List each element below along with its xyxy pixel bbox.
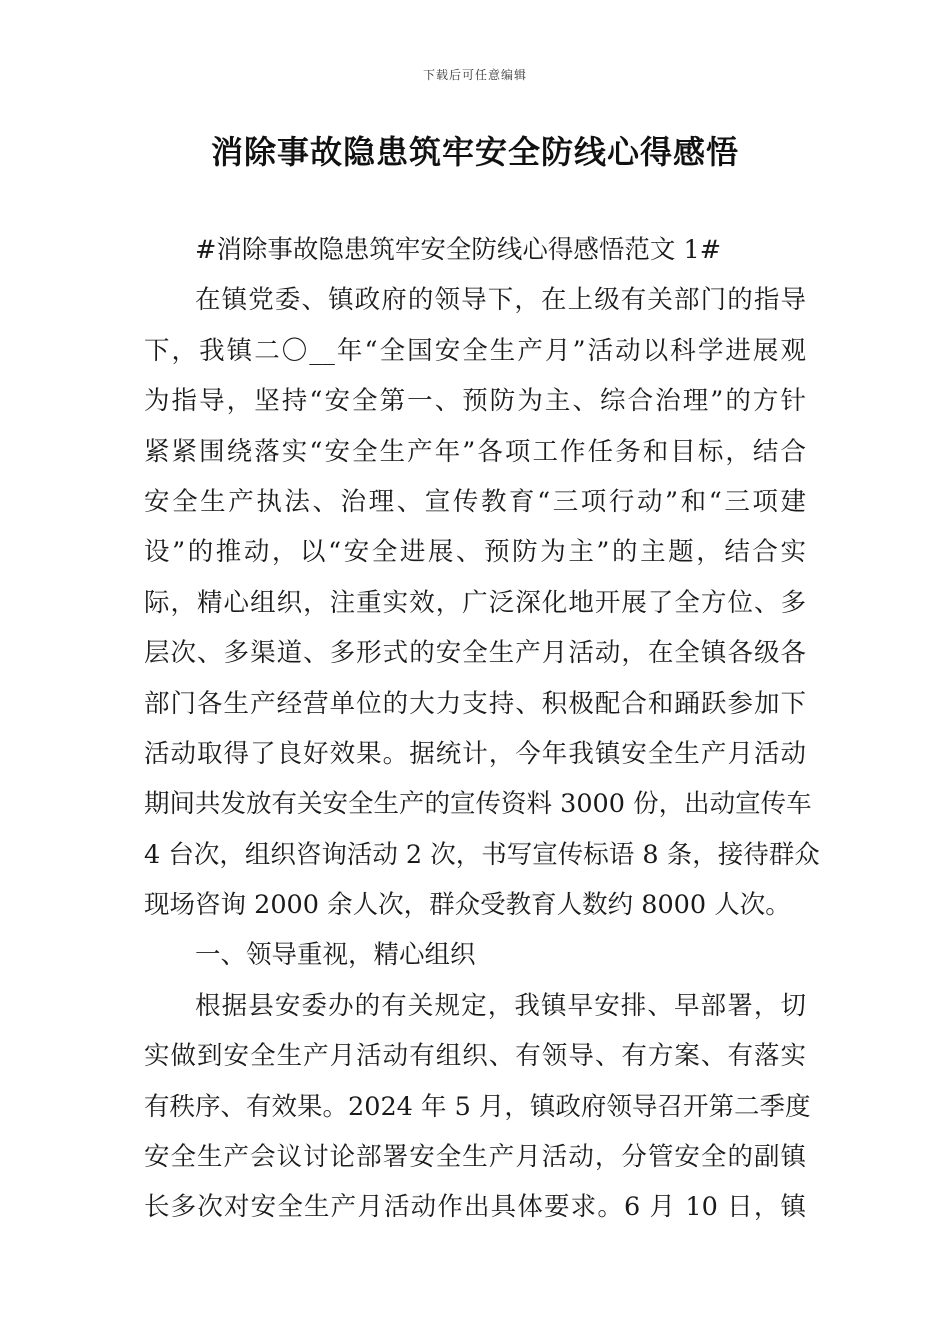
paragraph-line: 部门各生产经营单位的大力支持、积极配合和踊跃参加下	[144, 688, 806, 719]
paragraph-line: 实做到安全生产月活动有组织、有领导、有方案、有落实	[144, 1041, 806, 1072]
paragraph-line: 有秩序、有效果。2024 年 5 月，镇政府领导召开第二季度	[144, 1091, 811, 1122]
paragraph-line: 现场咨询 2000 余人次，群众受教育人数约 8000 人次。	[144, 890, 791, 921]
paragraph-line: 4 台次，组织咨询活动 2 次，书写宣传标语 8 条，接待群众	[144, 839, 820, 870]
paragraph-line: 层次、多渠道、多形式的安全生产月活动，在全镇各级各	[144, 638, 806, 669]
paragraph-line: 根据县安委办的有关规定，我镇早安排、早部署，切	[195, 990, 806, 1021]
paragraph-line: 期间共发放有关安全生产的宣传资料 3000 份，出动宣传车	[144, 789, 812, 820]
document-body	[144, 225, 820, 1233]
section-heading: 一、领导重视，精心组织	[195, 940, 476, 971]
paragraph-line: 安全生产执法、治理、宣传教育“三项行动”和“三项建	[144, 486, 806, 517]
paragraph-line: 下，我镇二〇__年“全国安全生产月”活动以科学进展观	[144, 335, 806, 366]
document-title: 消除事故隐患筑牢安全防线心得感悟	[210, 133, 739, 171]
paragraph-line: 际，精心组织，注重实效，广泛深化地开展了全方位、多	[144, 587, 806, 618]
paragraph-line: 在镇党委、镇政府的领导下，在上级有关部门的指导	[195, 285, 806, 316]
paragraph-line: 设”的推动，以“安全进展、预防为主”的主题，结合实	[144, 537, 806, 568]
download-note: 下载后可任意编辑	[422, 68, 527, 82]
section-heading-example-1: #消除事故隐患筑牢安全防线心得感悟范文 1#	[195, 235, 722, 265]
paragraph-line: 紧紧围绕落实“安全生产年”各项工作任务和目标，结合	[144, 436, 806, 467]
paragraph-line: 活动取得了良好效果。据统计，今年我镇安全生产月活动	[144, 738, 806, 769]
paragraph-line: 长多次对安全生产月活动作出具体要求。6 月 10 日，镇	[144, 1192, 806, 1223]
paragraph-line: 为指导，坚持“安全第一、预防为主、综合治理”的方针	[144, 386, 806, 417]
paragraph-line: 安全生产会议讨论部署安全生产月活动，分管安全的副镇	[144, 1142, 806, 1173]
